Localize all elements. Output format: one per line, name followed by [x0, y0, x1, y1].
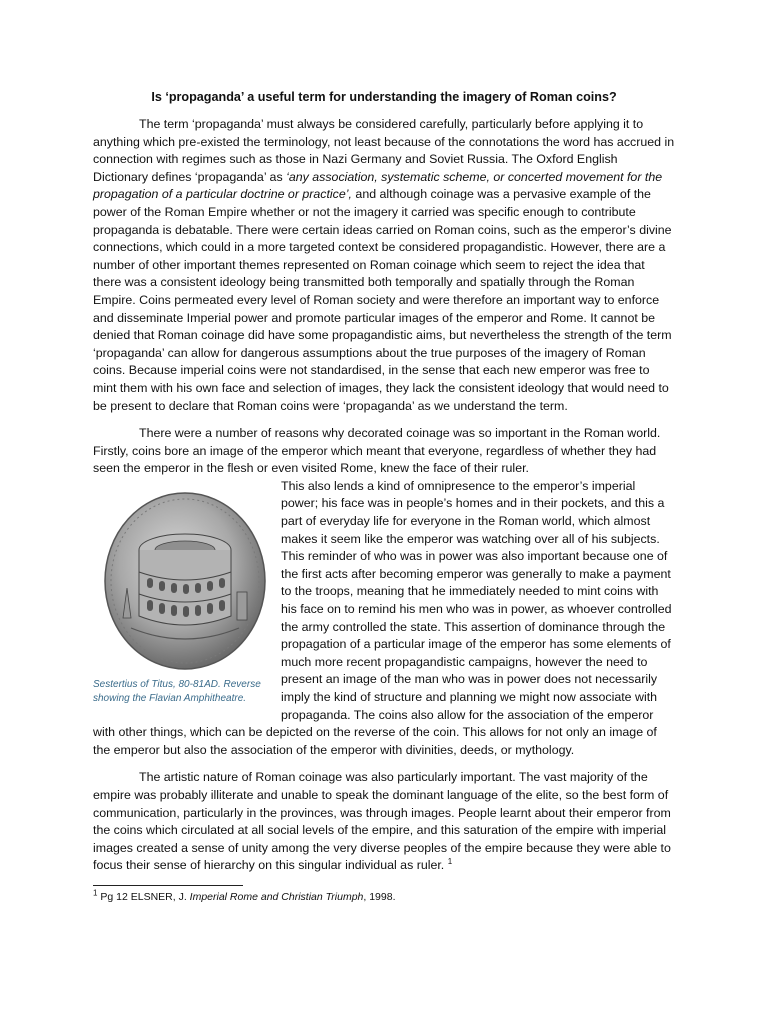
paragraph-2-text-b: This also lends a kind of omnipresence to the emperor’s imperial power; his face was in people’s homes and in their pockets, and this a part of everyday life for everyone in the Roman world, which almost makes it seem like the emperor was watching over all of his subjects. This reminder of who was in power was also important because one of the first acts after becoming emperor was generally to make a payment to the troops, meaning that he immediately needed to mint coins with his face on to remind his men who was in power, as whoever controlled the army controlled the state. This assertion of dominance through the propagation of a particular image of the emperor has some elements of much more recent propagandistic campaigns, however the need to present an image of the man who was in power does not necessarily imply the kind of structure and planning we might now associate with propaganda. The coins also allow for the association of the emperor with other things, which can be depicted on the reverse of the coin. This allows for not only an image of the emperor but also the association of the emperor with divinities, deeds, or mythology. — [93, 478, 672, 757]
footnote — [93, 890, 675, 904]
oed-definition-quote: ‘any association, systematic scheme, or concerted movement for the propagation of a particular doctrine or practice’, — [93, 169, 663, 202]
coin-caption: Sestertius of Titus, 80-81AD. Reverse showing the Flavian Amphitheatre. — [93, 678, 261, 704]
paragraph-3-text: The artistic nature of Roman coinage was also particularly important. The vast majority of the empire was probably illiterate and unable to speak the dominant language of the elite, so the best form of communication, particularly in the provinces, was through images. People learnt about their emperor from the coins which circulated at all social levels of the empire, and this saturation of the empire with imperial images created a sense of unity among the very diverse peoples of the empire because they were able to focus their sense of hierarchy on this singular individual as ruler. — [93, 770, 671, 873]
footnote-text-a: Pg 12 ELSNER, J. — [97, 890, 190, 903]
footnote-ref[interactable]: 1 — [447, 857, 453, 867]
footnote-book-title: Imperial Rome and Christian Triumph — [189, 890, 364, 903]
paragraph-3 — [93, 769, 675, 875]
footnote-text-b: , 1998. — [363, 890, 396, 903]
paragraph-2-text-a: There were a number of reasons why decorated coinage was so important in the Roman world. Firstly, coins bore an image of the emperor which meant that everyone, regardless of whether they had seen the emperor in the flesh or even visited Rome, knew the face of their ruler. — [93, 426, 661, 476]
paragraph-1-text-b: and although coinage was a pervasive example of the power of the Roman Empire whether or not the imagery it carried was specific enough to contribute propaganda is debatable. There were certain ideas carried on Roman coins, such as the emperor’s divine connections, which could in a more targeted context be considered propagandistic. However, there are a number of other important themes represented on Roman coinage which seem to reject the idea that there was a consistent ideology being transmitted both temporally and spatially through the Roman Empire. Coins permeated every level of Roman society and were therefore an important way to enforce and disseminate Imperial power and promote particular images of the emperor and Rome. It cannot be denied that Roman coinage did have some propagandistic aims, but nevertheless the strength of the term ‘propaganda’ can allow for dangerous assumptions about the true purposes of the imagery of Roman coins. Because imperial coins were not standardised, in the sense that each new emperor was free to mint them with his own face and selection of images, they lack the consistent ideology that would need to be present to declare that Roman coins were ‘propaganda’ as we understand the term. — [93, 187, 672, 413]
paragraph-1-text-a: The term ‘propaganda’ must always be considered carefully, particularly before applying it to anything which pre-existed the terminology, not least because of the connotations the word has accrued in connection with regimes such as those in Nazi Germany and Soviet Russia. The Oxford English Dictionary defines ‘propaganda’ as — [93, 117, 675, 184]
paragraph-1 — [93, 116, 675, 415]
coin-image — [101, 488, 269, 674]
footnote-divider — [93, 885, 243, 886]
essay-title: Is ‘propaganda’ a useful term for understanding the imagery of Roman coins? — [151, 90, 617, 104]
paragraph-2-intro — [93, 425, 675, 478]
coin-figure — [93, 488, 271, 706]
footnote-number: 1 — [93, 888, 98, 898]
